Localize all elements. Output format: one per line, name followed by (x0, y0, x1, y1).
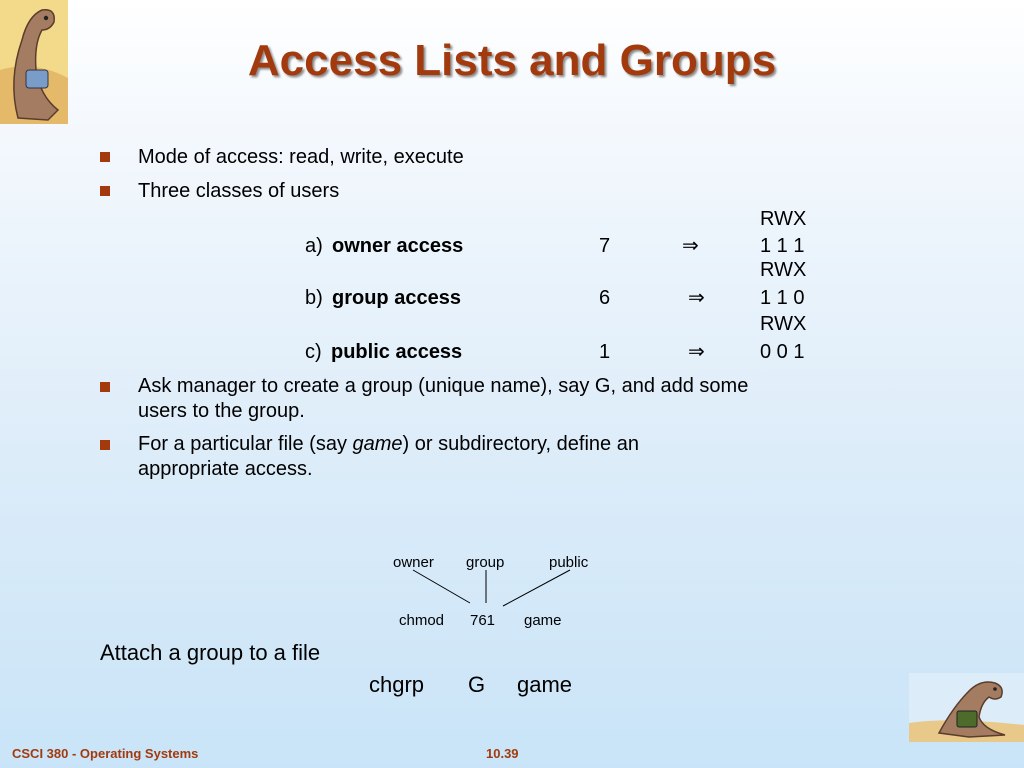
implies-arrow-icon: ⇒ (682, 235, 699, 257)
class-letter: b) (305, 287, 323, 309)
bullet-text-italic: game (352, 433, 403, 455)
implies-arrow-icon: ⇒ (688, 341, 705, 363)
footer-course: CSCI 380 - Operating Systems (12, 746, 199, 761)
bullet-three-classes: Three classes of users (138, 180, 340, 202)
diagram-label-public: public (549, 554, 589, 571)
diagram-command: chmod (399, 612, 445, 629)
class-name: owner access (332, 235, 464, 257)
attach-group-text: Attach a group to a file (100, 640, 321, 665)
class-name: public access (331, 341, 463, 363)
rwx-header: RWX (760, 208, 807, 230)
class-letter: c) (305, 341, 322, 363)
diagram-mode: 761 (470, 612, 496, 629)
class-bits: 1 1 1 (760, 235, 805, 257)
rwx-header: RWX (760, 259, 807, 281)
class-value: 1 (599, 341, 611, 363)
chgrp-command: chgrp (369, 672, 425, 697)
bullet-text-part: ) or subdirectory, define an appropriate access. (138, 433, 639, 480)
diagram-label-group: group (466, 554, 505, 571)
diagram-label-owner: owner (393, 554, 434, 571)
page-title: Access Lists and Groups (247, 36, 777, 85)
footer-page-number: 10.39 (486, 746, 519, 761)
chgrp-file: game (517, 672, 573, 697)
chgrp-group: G (468, 672, 486, 697)
bullet-text-part: For a particular file (say (138, 433, 353, 455)
bullet-create-group: Ask manager to create a group (unique name), say G, and add some users to the group. (138, 375, 749, 422)
dinosaur-logo-bottom (909, 673, 1024, 742)
bullet-mode-of-access: Mode of access: read, write, execute (138, 146, 464, 168)
class-name: group access (332, 287, 461, 309)
diagram-file: game (524, 612, 562, 629)
class-bits: 1 1 0 (760, 287, 805, 309)
rwx-header: RWX (760, 313, 807, 335)
implies-arrow-icon: ⇒ (688, 287, 705, 309)
class-bits: 0 0 1 (760, 341, 805, 363)
class-value: 7 (599, 235, 611, 257)
class-value: 6 (599, 287, 611, 309)
class-letter: a) (305, 235, 323, 257)
